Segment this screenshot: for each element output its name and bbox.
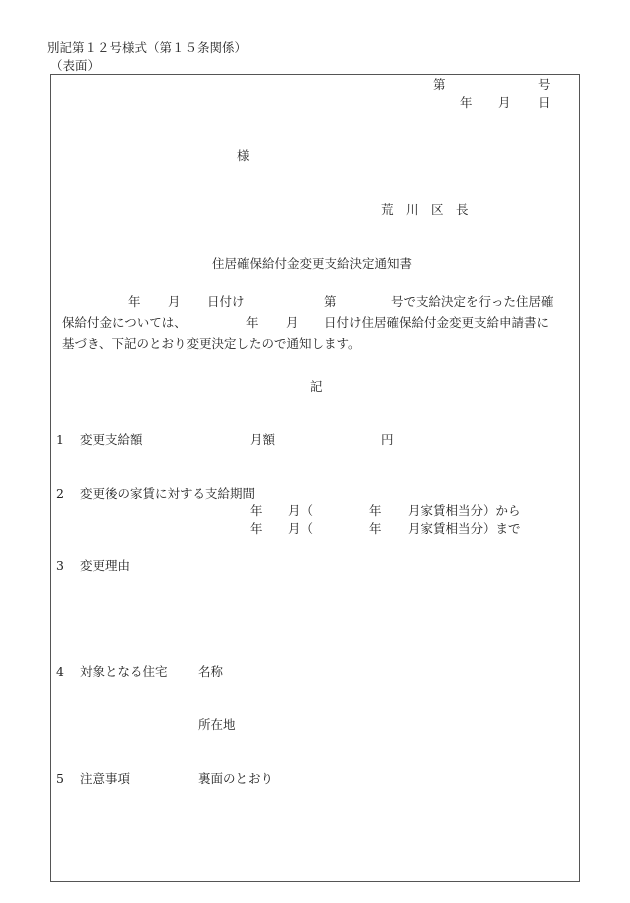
item4-name: 名称 xyxy=(198,664,224,679)
form-title: 別記第１２号様式（第１５条関係） xyxy=(47,40,248,55)
body-year: 年 xyxy=(128,294,141,309)
date-month: 月 xyxy=(498,95,511,110)
period2-tail: 月家賃相当分）まで xyxy=(408,521,521,536)
item2-label: 変更後の家賃に対する支給期間 xyxy=(80,486,256,501)
side-label: （表面） xyxy=(50,58,101,73)
item5-label: 注意事項 xyxy=(80,771,131,786)
item1-number: 1 xyxy=(56,432,64,447)
item2-number: 2 xyxy=(56,486,64,501)
period2-year2: 年 xyxy=(369,521,382,536)
period1-year: 年 xyxy=(250,503,263,518)
item4-address: 所在地 xyxy=(198,717,236,732)
body-line2-tail: 日付け住居確保給付金変更支給申請書に xyxy=(324,315,550,330)
body-year2: 年 xyxy=(246,315,259,330)
body-month: 月 xyxy=(168,294,181,309)
form-frame xyxy=(50,74,580,882)
period2-year: 年 xyxy=(250,521,263,536)
number-dai: 第 xyxy=(433,77,446,92)
period2-month: 月（ xyxy=(288,521,314,536)
body-line1-tail: 号で支給決定を行った住居確 xyxy=(391,294,554,309)
item5-value: 裏面のとおり xyxy=(198,771,274,786)
item5-number: 5 xyxy=(56,771,64,786)
item4-number: 4 xyxy=(56,664,64,679)
period1-year2: 年 xyxy=(369,503,382,518)
item1-yen: 円 xyxy=(381,432,394,447)
item4-label: 対象となる住宅 xyxy=(80,664,168,679)
body-dai: 第 xyxy=(324,294,337,309)
date-day: 日 xyxy=(538,95,551,110)
ki-label: 記 xyxy=(310,379,323,394)
body-dated: 日付け xyxy=(207,294,245,309)
body-paragraph xyxy=(62,292,562,355)
period1-month: 月（ xyxy=(288,503,314,518)
body-month2: 月 xyxy=(286,315,299,330)
body-line3: 基づき、下記のとおり変更決定したので通知します。 xyxy=(62,336,361,351)
body-line2-a: 保給付金については、 xyxy=(62,315,187,330)
addressee-sama: 様 xyxy=(237,148,250,163)
item3-label: 変更理由 xyxy=(80,558,131,573)
period1-tail: 月家賃相当分）から xyxy=(408,503,521,518)
item1-label: 変更支給額 xyxy=(80,432,143,447)
date-year: 年 xyxy=(460,95,473,110)
item1-monthly: 月額 xyxy=(250,432,276,447)
document-title: 住居確保給付金変更支給決定通知書 xyxy=(212,256,413,271)
sender-name: 荒 川 区 長 xyxy=(381,202,469,217)
number-go: 号 xyxy=(538,77,551,92)
item3-number: 3 xyxy=(56,558,64,573)
